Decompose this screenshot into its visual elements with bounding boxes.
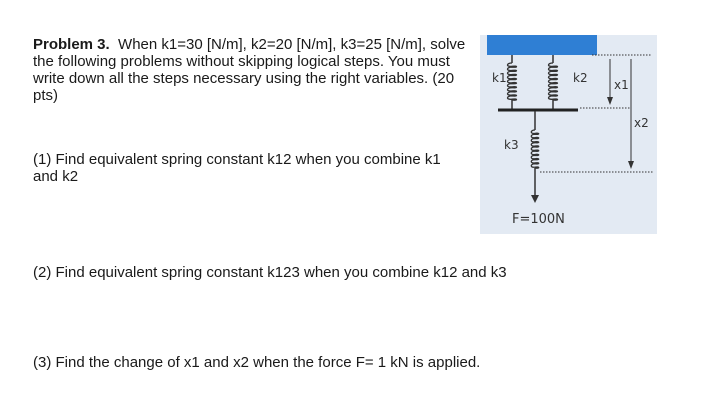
label-x2: x2 (634, 116, 649, 130)
label-k1: k1 (492, 71, 507, 85)
problem-text: When k1=30 [N/m], k2=20 [N/m], k3=25 [N/m], solve the following problems without skipping logical steps. You must write down all the steps necessary using the right variables. (20 pts) (33, 36, 466, 104)
figure-background (480, 35, 657, 234)
problem-number: Problem 3. (33, 36, 110, 53)
spring-system-figure (480, 35, 657, 234)
question-1: (1) Find equivalent spring constant k12 when you combine k1 and k2 (33, 151, 441, 185)
problem-statement (33, 36, 473, 104)
ceiling-block (487, 35, 597, 55)
label-force: F=100N (512, 212, 565, 227)
question-3: (3) Find the change of x1 and x2 when the force F= 1 kN is applied. (33, 354, 481, 371)
label-k2: k2 (573, 71, 588, 85)
question-2: (2) Find equivalent spring constant k123 when you combine k12 and k3 (33, 264, 507, 281)
label-x1: x1 (614, 78, 629, 92)
label-k3: k3 (504, 138, 519, 152)
